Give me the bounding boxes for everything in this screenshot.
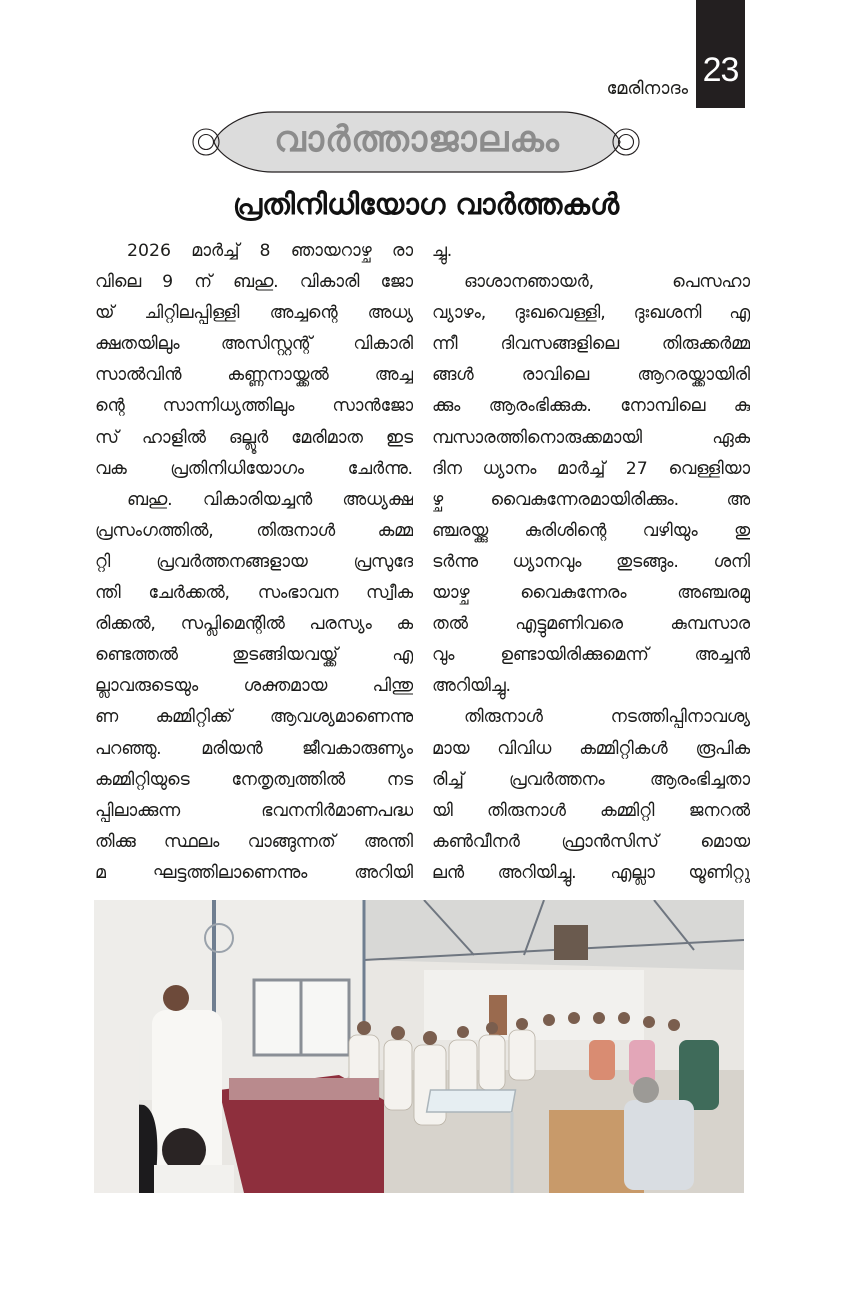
page-number: 23 <box>702 51 739 89</box>
text-line: കൺവീനർ ഫ്രാൻസിസ് മൊയ <box>432 831 750 852</box>
text-line: ല്ലാവരുടെയും ശക്തമായ പിന്തു <box>95 676 413 697</box>
text-line: തിരുനാൾ നടത്തിപ്പിനാവശ്യ <box>464 707 750 728</box>
text-line: ന്റെ സാന്നിധ്യത്തിലും സാൻജോ <box>95 396 413 417</box>
text-line: ങ്ങൾ രാവിലെ ആറരയ്ക്കായിരി <box>432 365 750 386</box>
text-line: രിച്ച് പ്രവർത്തനം ആരംഭിച്ചതാ <box>432 769 750 790</box>
text-line: ണ്ടെത്തൽ തുടങ്ങിയവയ്ക്ക് എ <box>95 645 413 666</box>
text-line: മായ വിവിധ കമ്മിറ്റികൾ രൂപിക <box>432 738 750 759</box>
text-line: സ് ഹാളിൽ ഒല്ലൂർ മേരിമാത ഇട <box>95 427 413 448</box>
text-line: ബഹു. വികാരിയച്ചൻ അധ്യക്ഷ <box>127 489 413 510</box>
text-line: ക്കും ആരംഭിക്കുക. നോമ്പിലെ കു <box>432 396 750 417</box>
text-line: വും ഉണ്ടായിരിക്കുമെന്ന് അച്ചൻ <box>432 645 750 666</box>
text-line: ലൻ അറിയിച്ചു. എല്ലാ യൂണിറ്റു <box>432 862 750 883</box>
section-title: വാർത്താജാലകം <box>274 119 560 160</box>
text-line: പറഞ്ഞു. മരിയൻ ജീവകാരുണ്യം <box>95 738 413 759</box>
text-line: പ്രസംഗത്തിൽ, തിരുനാൾ കമ്മ <box>95 520 413 541</box>
text-line: ഞ്ചരയ്ക്കു കുരിശിന്റെ വഴിയും തു <box>432 520 750 541</box>
text-line: റ്റി പ്രവർത്തനങ്ങളായ പ്രസുദേ <box>95 551 413 572</box>
text-line: യാഴ്ച വൈകുന്നേരം അഞ്ചരമു <box>432 583 750 604</box>
text-line: വ്യാഴം, ദുഃഖവെള്ളി, ദുഃഖശനി എ <box>432 303 750 324</box>
text-line: ദിന ധ്യാനം മാർച്ച് 27 വെള്ളിയാ <box>432 458 750 479</box>
text-line: തൽ എട്ടുമണിവരെ കുമ്പസാര <box>432 614 750 635</box>
text-line: ന്നീ ദിവസങ്ങളിലെ തിരുക്കർമ്മ <box>432 334 750 355</box>
page-number-tab <box>696 0 745 108</box>
text-line: തിക്കു സ്ഥലം വാങ്ങുന്നത് അന്തി <box>95 831 413 852</box>
meeting-photo-illustration <box>94 900 744 1193</box>
text-line: ഓശാനഞായർ, പെസഹാ <box>464 272 750 293</box>
text-line: ഴ്ച വൈകുന്നേരമായിരിക്കും. അ <box>432 489 750 510</box>
text-line: 2026 മാർച്ച് 8 ഞായറാഴ്ച രാ <box>127 241 413 261</box>
text-line: സാൽവിൻ കണ്ണനായ്ക്കൽ അച്ച <box>95 365 413 386</box>
article-column-right <box>432 236 750 889</box>
article-column-left <box>95 236 413 889</box>
text-line: അറിയിച്ചു. <box>432 676 511 697</box>
text-line: രിക്കൽ, സപ്ലിമെന്റിൽ പരസ്യം ക <box>95 614 413 635</box>
text-line: വക പ്രതിനിധിയോഗം ചേർന്നു. <box>95 458 413 479</box>
article-headline: പ്രതിനിധിയോഗ വാർത്തകൾ <box>232 187 620 221</box>
text-line: വിലെ 9 ന് ബഹു. വികാരി ജോ <box>95 272 413 293</box>
text-line: മ്പസാരത്തിനൊരുക്കമായി ഏക <box>432 427 750 448</box>
meeting-photo <box>94 900 744 1193</box>
text-line: കമ്മിറ്റിയുടെ നേതൃത്വത്തിൽ നട <box>95 769 413 790</box>
text-line: ച്ചു. <box>432 241 453 261</box>
text-line: ന്തി ചേർക്കൽ, സംഭാവന സ്വീക <box>95 583 413 604</box>
text-line: ക്ഷതയിലും അസിസ്റ്റന്റ് വികാരി <box>95 334 413 355</box>
text-line: യ് ചിറ്റിലപ്പിള്ളി അച്ചന്റെ അധ്യ <box>95 303 413 324</box>
text-line: മ ഘട്ടത്തിലാണെന്നും അറിയി <box>95 862 413 883</box>
text-line: പ്പിലാക്കുന്ന ഭവനനിർമാണപദ്ധ <box>95 800 413 821</box>
text-line: ണ കമ്മിറ്റിക്ക് ആവശ്യമാണെന്നു <box>95 707 413 728</box>
text-line: ടർന്നു ധ്യാനവും തുടങ്ങും. ശനി <box>432 551 750 572</box>
section-banner <box>192 110 642 174</box>
magazine-name: മേരിനാദം <box>606 78 688 99</box>
text-line: യി തിരുനാൾ കമ്മിറ്റി ജനറൽ <box>432 800 750 821</box>
